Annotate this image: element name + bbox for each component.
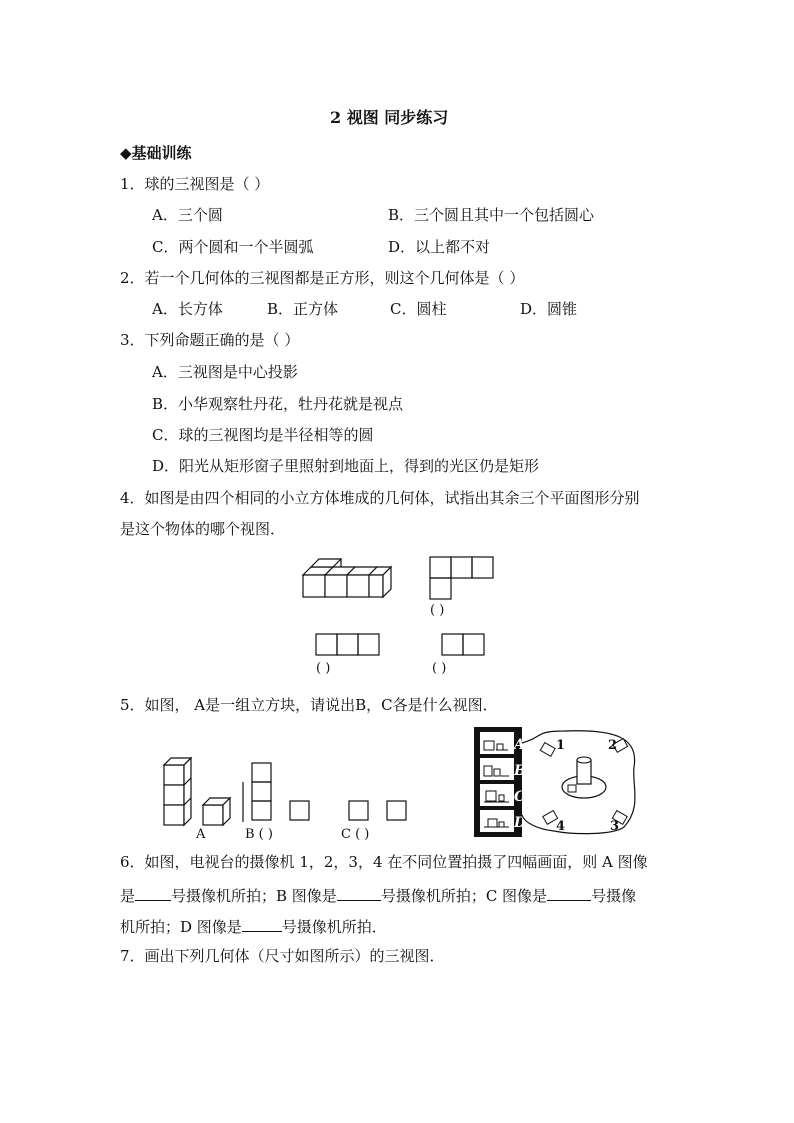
q6-line3 <box>120 915 387 937</box>
q6-blank-a[interactable] <box>135 884 171 901</box>
q4-view-3 <box>441 633 491 658</box>
frame-letter-a: A <box>514 737 525 753</box>
camera-number-1: 1 <box>556 738 566 753</box>
q3-option-a[interactable]: A．三视图是中心投影 <box>152 363 298 381</box>
q4-solid-figure <box>303 555 403 600</box>
q1-stem: 1．球的三视图是（ ） <box>120 175 270 193</box>
q1-option-a[interactable]: A．三个圆 <box>152 206 223 224</box>
q6-camera-picture <box>474 727 644 839</box>
camera-number-4: 4 <box>556 819 566 834</box>
q2-option-c[interactable]: C．圆柱 <box>390 300 447 318</box>
q6-text-2b: 号摄像机所拍；B 图像是 <box>171 887 337 905</box>
q5-figure-c <box>348 800 410 822</box>
q6-text-2a: 是 <box>120 887 136 905</box>
q6-blank-c[interactable] <box>547 884 591 901</box>
q4-answer-1[interactable]: ( ) <box>430 603 445 618</box>
q5-figure-b <box>242 762 312 824</box>
q6-text-3b: 号摄像机所拍． <box>281 918 387 936</box>
frame-letter-b: B <box>514 763 526 779</box>
q1-option-d[interactable]: D．以上都不对 <box>388 238 491 256</box>
q7-stem: 7．画出下列几何体（尺寸如图所示）的三视图． <box>120 947 445 965</box>
q2-stem: 2．若一个几何体的三视图都是正方形，则这个几何体是（ ） <box>120 269 525 287</box>
q6-text-2c: 号摄像机所拍；C 图像是 <box>380 887 548 905</box>
q3-option-b[interactable]: B．小华观察牡丹花，牡丹花就是视点 <box>152 395 404 413</box>
q6-blank-b[interactable] <box>337 884 381 901</box>
q5-label-b[interactable]: B ( ) <box>245 827 273 842</box>
q5-figure-a <box>163 757 238 827</box>
q6-line2 <box>120 884 636 906</box>
page-title: 2 视图 同步练习 <box>330 108 449 127</box>
q4-view-2 <box>315 633 385 658</box>
q5-stem: 5．如图， A是一组立方块，请说出B，C各是什么视图． <box>120 696 498 714</box>
q4-answer-2[interactable]: ( ) <box>316 661 331 676</box>
q6-blank-d[interactable] <box>242 915 282 932</box>
frame-letter-c: C <box>514 789 526 805</box>
q2-option-d[interactable]: D．圆锥 <box>520 300 578 318</box>
q6-line1: 6．如图，电视台的摄像机 1，2，3，4 在不同位置拍摄了四幅画面，则 A 图像 <box>120 853 648 871</box>
q3-option-d[interactable]: D．阳光从矩形窗子里照射到地面上，得到的光区仍是矩形 <box>152 457 540 475</box>
q6-text-2d: 号摄像 <box>591 887 637 905</box>
q5-label-c[interactable]: C ( ) <box>341 827 370 842</box>
q1-option-b[interactable]: B．三个圆且其中一个包括圆心 <box>388 206 595 224</box>
q2-option-a[interactable]: A．长方体 <box>152 300 223 318</box>
q6-text-3a: 机所拍；D 图像是 <box>120 918 242 936</box>
q4-stem-line2: 是这个物体的哪个视图． <box>120 520 286 538</box>
q1-option-c[interactable]: C．两个圆和一个半圆弧 <box>152 238 314 256</box>
camera-number-2: 2 <box>608 738 618 753</box>
q4-view-1 <box>429 556 499 601</box>
q2-option-b[interactable]: B．正方体 <box>267 300 339 318</box>
q5-label-a: A <box>196 827 206 842</box>
camera-number-3: 3 <box>610 819 620 834</box>
q3-option-c[interactable]: C．球的三视图均是半径相等的圆 <box>152 426 374 444</box>
q4-answer-3[interactable]: ( ) <box>432 661 447 676</box>
q3-stem: 3．下列命题正确的是（ ） <box>120 331 300 349</box>
frame-letter-d: D <box>514 815 527 831</box>
section-heading: ◆基础训练 <box>120 144 192 162</box>
q4-stem-line1: 4．如图是由四个相同的小立方体堆成的几何体，试指出其余三个平面图形分别 <box>120 489 640 507</box>
